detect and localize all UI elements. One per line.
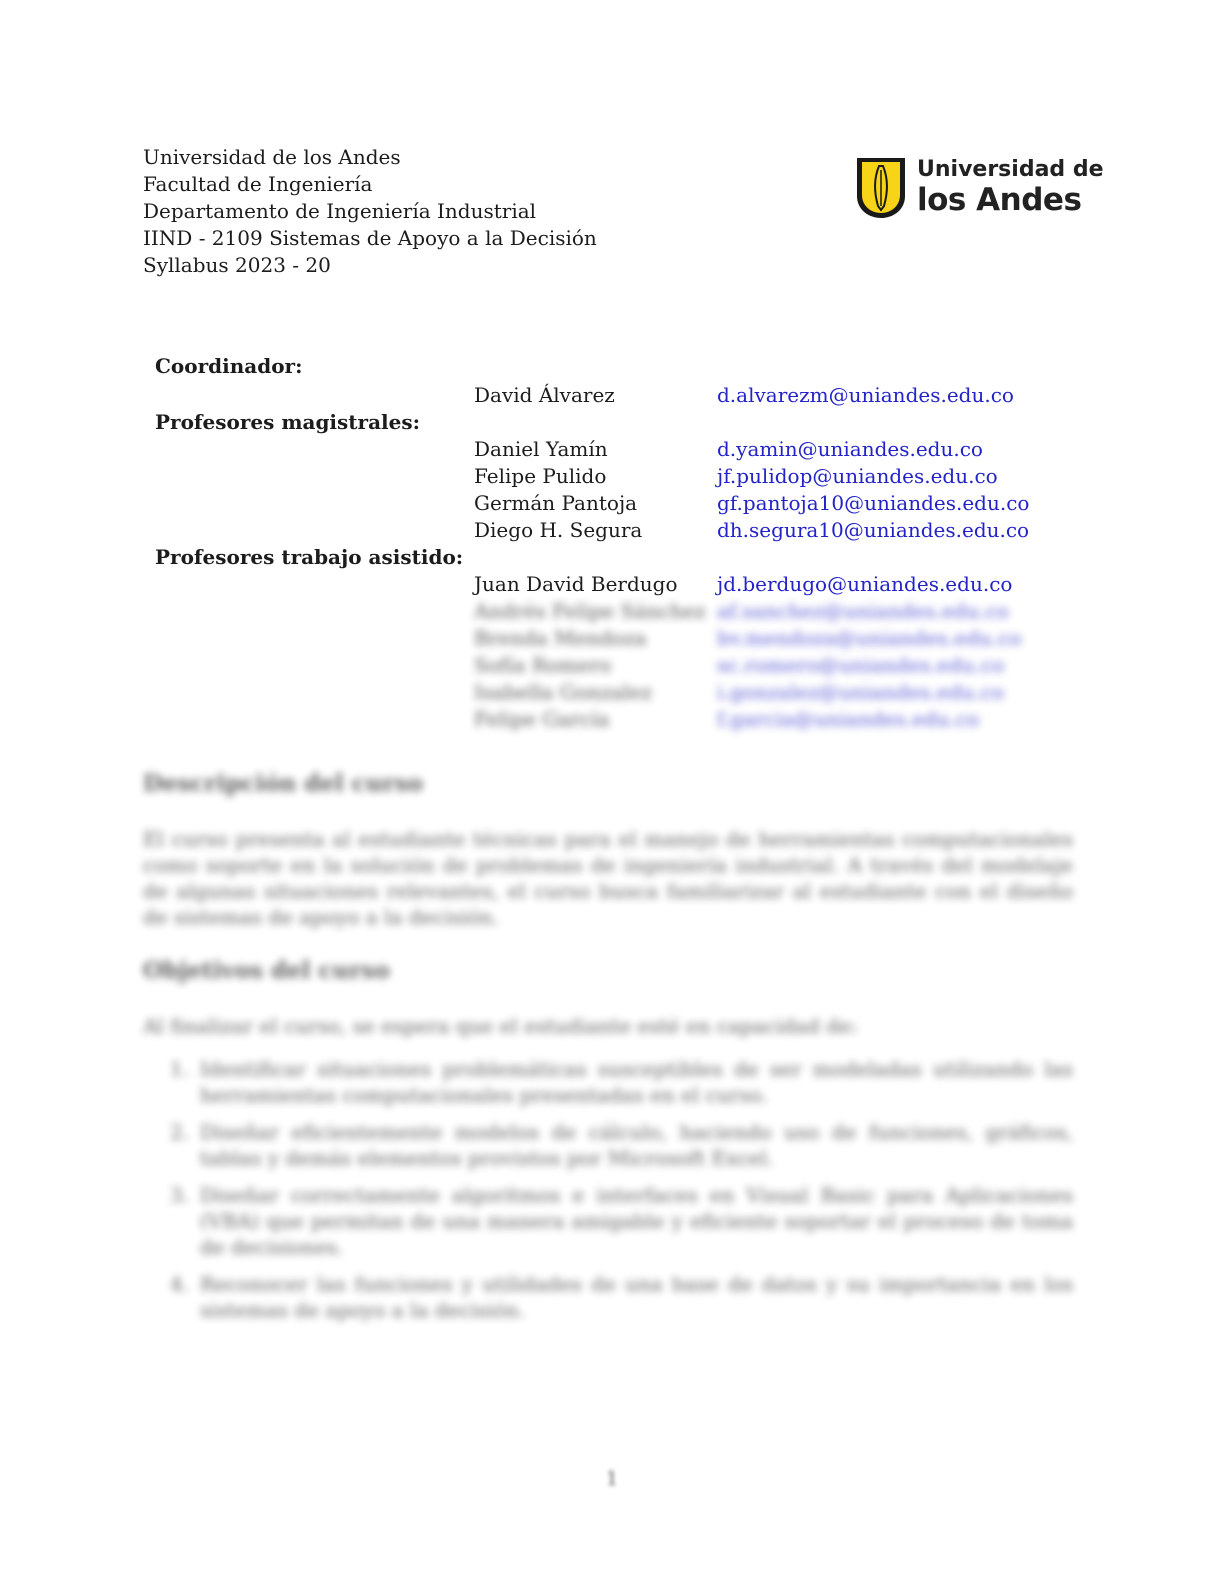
list-item (170, 1271, 1073, 1323)
lecturer-email-link[interactable]: dh.segura10@uniandes.edu.co (717, 518, 1030, 542)
list-item-number: 3. (170, 1183, 190, 1207)
assistant-name: Sofía Romero (474, 653, 612, 677)
coordinator-label: Coordinador: (155, 354, 303, 378)
list-item-number: 1. (170, 1057, 190, 1081)
department-name: Departamento de Ingeniería Industrial (143, 199, 537, 223)
assistant-name: Brenda Mendoza (474, 626, 647, 650)
course-name: IIND - 2109 Sistemas de Apoyo a la Decisión (143, 226, 597, 250)
list-item-number: 4. (170, 1272, 190, 1296)
lecturer-name: Germán Pantoja (474, 491, 638, 515)
assistant-name: Juan David Berdugo (474, 572, 678, 596)
syllabus-term: Syllabus 2023 - 20 (143, 253, 331, 277)
lecturer-email-link[interactable]: gf.pantoja10@uniandes.edu.co (717, 491, 1030, 515)
document-header (143, 144, 597, 279)
objectives-heading: Objetivos del curso (143, 957, 390, 984)
objectives-list (170, 1056, 1073, 1334)
list-item-text: Diseñar eficientemente modelos de cálculo, haciendo uso de funciones, gráficos, tablas y demás elementos provistos por Microsoft Excel. (200, 1120, 1073, 1170)
lecturer-name: Diego H. Segura (474, 518, 643, 542)
lecturer-email-link[interactable]: jf.pulidop@uniandes.edu.co (717, 464, 998, 488)
objectives-intro: Al finalizar el curso, se espera que el estudiante esté en capacidad de: (143, 1014, 858, 1038)
assistant-name: Felipe García (474, 707, 610, 731)
list-item-number: 2. (170, 1120, 190, 1144)
assistant-name: Isabella Gonzalez (474, 680, 652, 704)
faculty-name: Facultad de Ingeniería (143, 172, 373, 196)
assistant-email-link[interactable]: jd.berdugo@uniandes.edu.co (717, 572, 1013, 596)
list-item-text: Diseñar correctamente algoritmos e interfaces en Visual Basic para Aplicaciones (VBA) que permitan de una manera amigable y eficiente soportar el proceso de toma de decisiones. (200, 1183, 1073, 1259)
description-paragraph: El curso presenta al estudiante técnicas para el manejo de herramientas computacionales como soporte en la solución de problemas de ingeniería industrial. A través del modelaje de algunas situaciones relevantes, el curso busca familiarizar al estudiante con el diseño de sistemas de apoyo a la decisión. (143, 827, 1073, 929)
assistant-email-link[interactable]: sc.romero@uniandes.edu.co (717, 653, 1005, 677)
lecturer-email-link[interactable]: d.yamin@uniandes.edu.co (717, 437, 983, 461)
logo-line-1: Universidad de (917, 157, 1104, 182)
lecturer-name: Daniel Yamín (474, 437, 608, 461)
assistant-name: Andrés Felipe Sánchez (474, 599, 706, 623)
assistant-email-link[interactable]: af.sanchez@uniandes.edu.co (717, 599, 1009, 623)
lecturers-label: Profesores magistrales: (155, 410, 420, 434)
list-item-text: Identificar situaciones problemáticas susceptibles de ser modeladas utilizando las herramientas computacionales presentadas en el curso. (200, 1057, 1073, 1107)
coordinator-name: David Álvarez (474, 383, 615, 407)
university-logo (855, 156, 1104, 222)
coordinator-email-link[interactable]: d.alvarezm@uniandes.edu.co (717, 383, 1014, 407)
assistants-label: Profesores trabajo asistido: (155, 545, 464, 569)
list-item (170, 1182, 1073, 1260)
lecturer-name: Felipe Pulido (474, 464, 607, 488)
shield-logo-icon (855, 156, 907, 220)
assistant-email-link[interactable]: f.garcia@uniandes.edu.co (717, 707, 980, 731)
list-item-text: Reconocer las funciones y utilidades de una base de datos y su importancia en los sistemas de apoyo a la decisión. (200, 1272, 1073, 1322)
description-heading: Descripción del curso (143, 770, 423, 797)
page-number: 1 (605, 1466, 619, 1490)
assistant-email-link[interactable]: bv.mendoza@uniandes.edu.co (717, 626, 1022, 650)
logo-line-2: los Andes (917, 182, 1082, 218)
university-name: Universidad de los Andes (143, 145, 401, 169)
assistant-email-link[interactable]: i.gonzalez@uniandes.edu.co (717, 680, 1005, 704)
list-item (170, 1119, 1073, 1171)
list-item (170, 1056, 1073, 1108)
